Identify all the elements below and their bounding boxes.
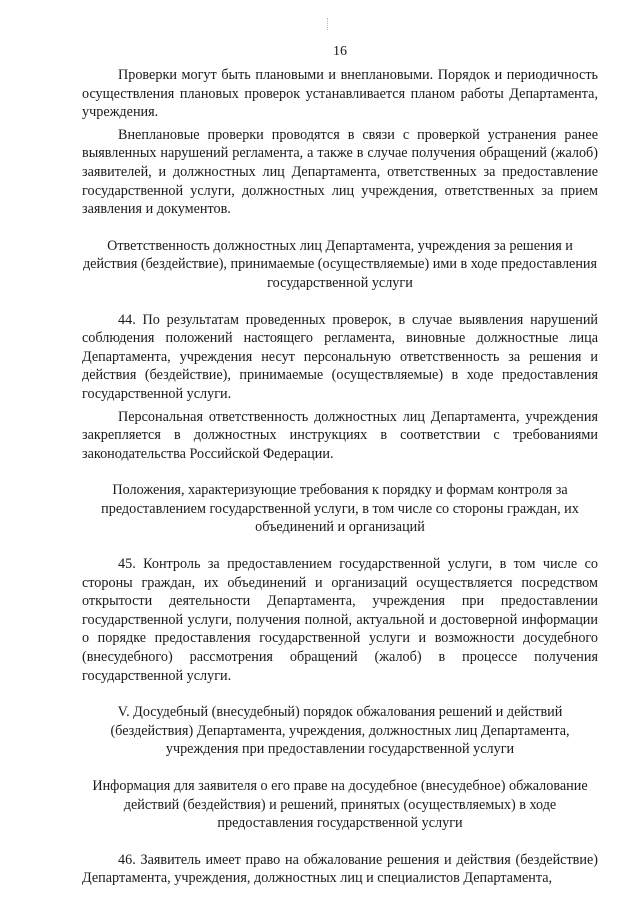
paragraph-45: 45. Контроль за предоставлением государственной услуги, в том числе со стороны граждан, их объединений и организаций осуществляется посредством открытости деятельности Департамента, учреждения при предоставлении государственной услуги, получения полной, актуальной и достоверной информации о порядке предоставления государственной услуги и возможности досудебного (внесудебного) рассмотрения обращений (жалоб) в процессе получения государственной услуги.: [82, 556, 598, 684]
scan-artifact: [327, 18, 329, 30]
document-body: [82, 66, 598, 888]
section-heading-appeal-info: Информация для заявителя о его праве на досудебное (внесудебное) обжалование действий (бездействия) и решений, принятых (осуществляемых) в ходе предоставления государственной услуги: [92, 778, 588, 832]
paragraph-44: 44. По результатам проведенных проверок, в случае выявления нарушений соблюдения положений настоящего регламента, виновные должностные лица Департамента, учреждения несут персональную ответственность за решения и действия (бездействие), принимаемые (осуществляемые) в ходе предоставления государственной услуги.: [82, 311, 598, 402]
section-heading-responsibility: Ответственность должностных лиц Департамента, учреждения за решения и действия (бездействие), принимаемые (осуществляемые) ими в ходе предоставления государственной услуги: [82, 237, 598, 291]
section-heading-control-requirements: Положения, характеризующие требования к порядку и формам контроля за предоставлением государственной услуги, в том числе со стороны граждан, их объединений и организаций: [101, 482, 579, 536]
paragraph-personal-responsibility: Персональная ответственность должностных лиц Департамента, учреждения закрепляется в должностных инструкциях в соответствии с требованиями законодательства Российской Федерации.: [82, 408, 598, 462]
chapter-heading-v: V. Досудебный (внесудебный) порядок обжалования решений и действий (бездействия) Департамента, учреждения, должностных лиц Департамента, учреждения при предоставлении государственной услуги: [110, 704, 570, 758]
paragraph-inspections-types: Проверки могут быть плановыми и внеплановыми. Порядок и периодичность осуществления плановых проверок устанавливается планом работы Департамента, учреждения.: [82, 67, 598, 121]
paragraph-46: 46. Заявитель имеет право на обжалование решения и действия (бездействие) Департамента, учреждения, должностных лиц и специалистов Департамента,: [82, 851, 598, 887]
paragraph-unscheduled-inspections: Внеплановые проверки проводятся в связи с проверкой устранения ранее выявленных нарушений регламента, а также в случае получения обращений (жалоб) заявителей, и должностных лиц Департамента, ответственных за предоставление государственной услуги, должностных лиц учреждения, ответственных за прием заявления и документов.: [82, 126, 598, 218]
page-number: 16: [333, 44, 347, 59]
